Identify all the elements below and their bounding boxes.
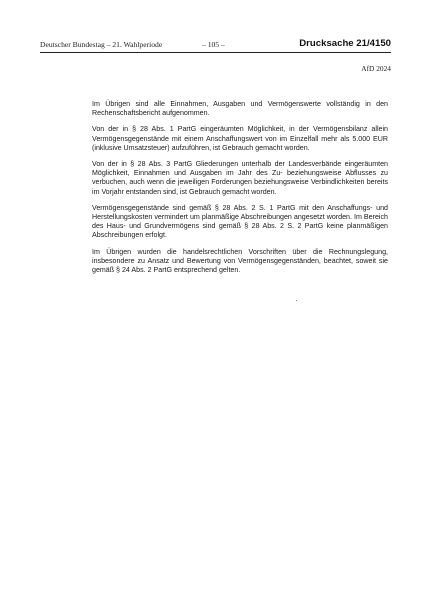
paragraph-4: Vermögensgegenstände sind gemäß § 28 Abs. 2 S. 1 PartG mit den Anschaffungs- und Herstellungskosten vermindert um planmäßige Abschreibungen angesetzt worden. Im Bereich des Haus- und Grundvermögens sind gemäß § 28 Abs. 2 S. 2 PartG keine planmäßigen Abschreibungen erfolgt. [92, 203, 388, 240]
page-number: – 105 – [202, 40, 225, 49]
paragraph-5: Im Übrigen wurden die handelsrechtlichen Vorschriften über die Rechnungslegung, insbesondere zu Ansatz und Bewertung von Vermögensgegenständen, beachtet, soweit sie gemäß § 24 Abs. 2 PartG entsprechend gelten. [92, 247, 388, 275]
paragraph-2: Von der in § 28 Abs. 1 PartG eingeräumten Möglichkeit, in der Vermögensbilanz allein Vermögensgegenstände mit einem Anschaffungswert von im Einzelfall mehr als 5.000 EUR (inklusive Umsatzsteuer) aufzuführen, ist Gebrauch gemacht worden. [92, 125, 388, 152]
parliament-label: Deutscher Bundestag – 21. Wahlperiode [40, 40, 163, 49]
page-header [40, 38, 391, 53]
paragraph-1: Im Übrigen sind alle Einnahmen, Ausgaben und Vermögenswerte vollständig in den Rechenschaftsbericht aufgenommen. [92, 100, 388, 118]
paragraph-3: Von der in § 28 Abs. 3 PartG Gliederungen unterhalb der Landesverbände eingeräumten Möglichkeit, Einnahmen und Ausgaben im Jahr des Zu- beziehungsweise Abflusses zu verbuchen, auch wenn die jeweiligen Forderungen beziehungsweise Verbindlichkeiten bereits im Vorjahr entstanden sind, ist Gebrauch gemacht worden. [92, 160, 388, 196]
document-number-value: 4150 [369, 38, 391, 49]
organization-label: AfD 2024 [361, 64, 391, 73]
document-label: Drucksache 21/ [299, 38, 370, 49]
document-number [299, 38, 391, 49]
stray-mark [296, 300, 297, 301]
body-text [92, 100, 388, 282]
